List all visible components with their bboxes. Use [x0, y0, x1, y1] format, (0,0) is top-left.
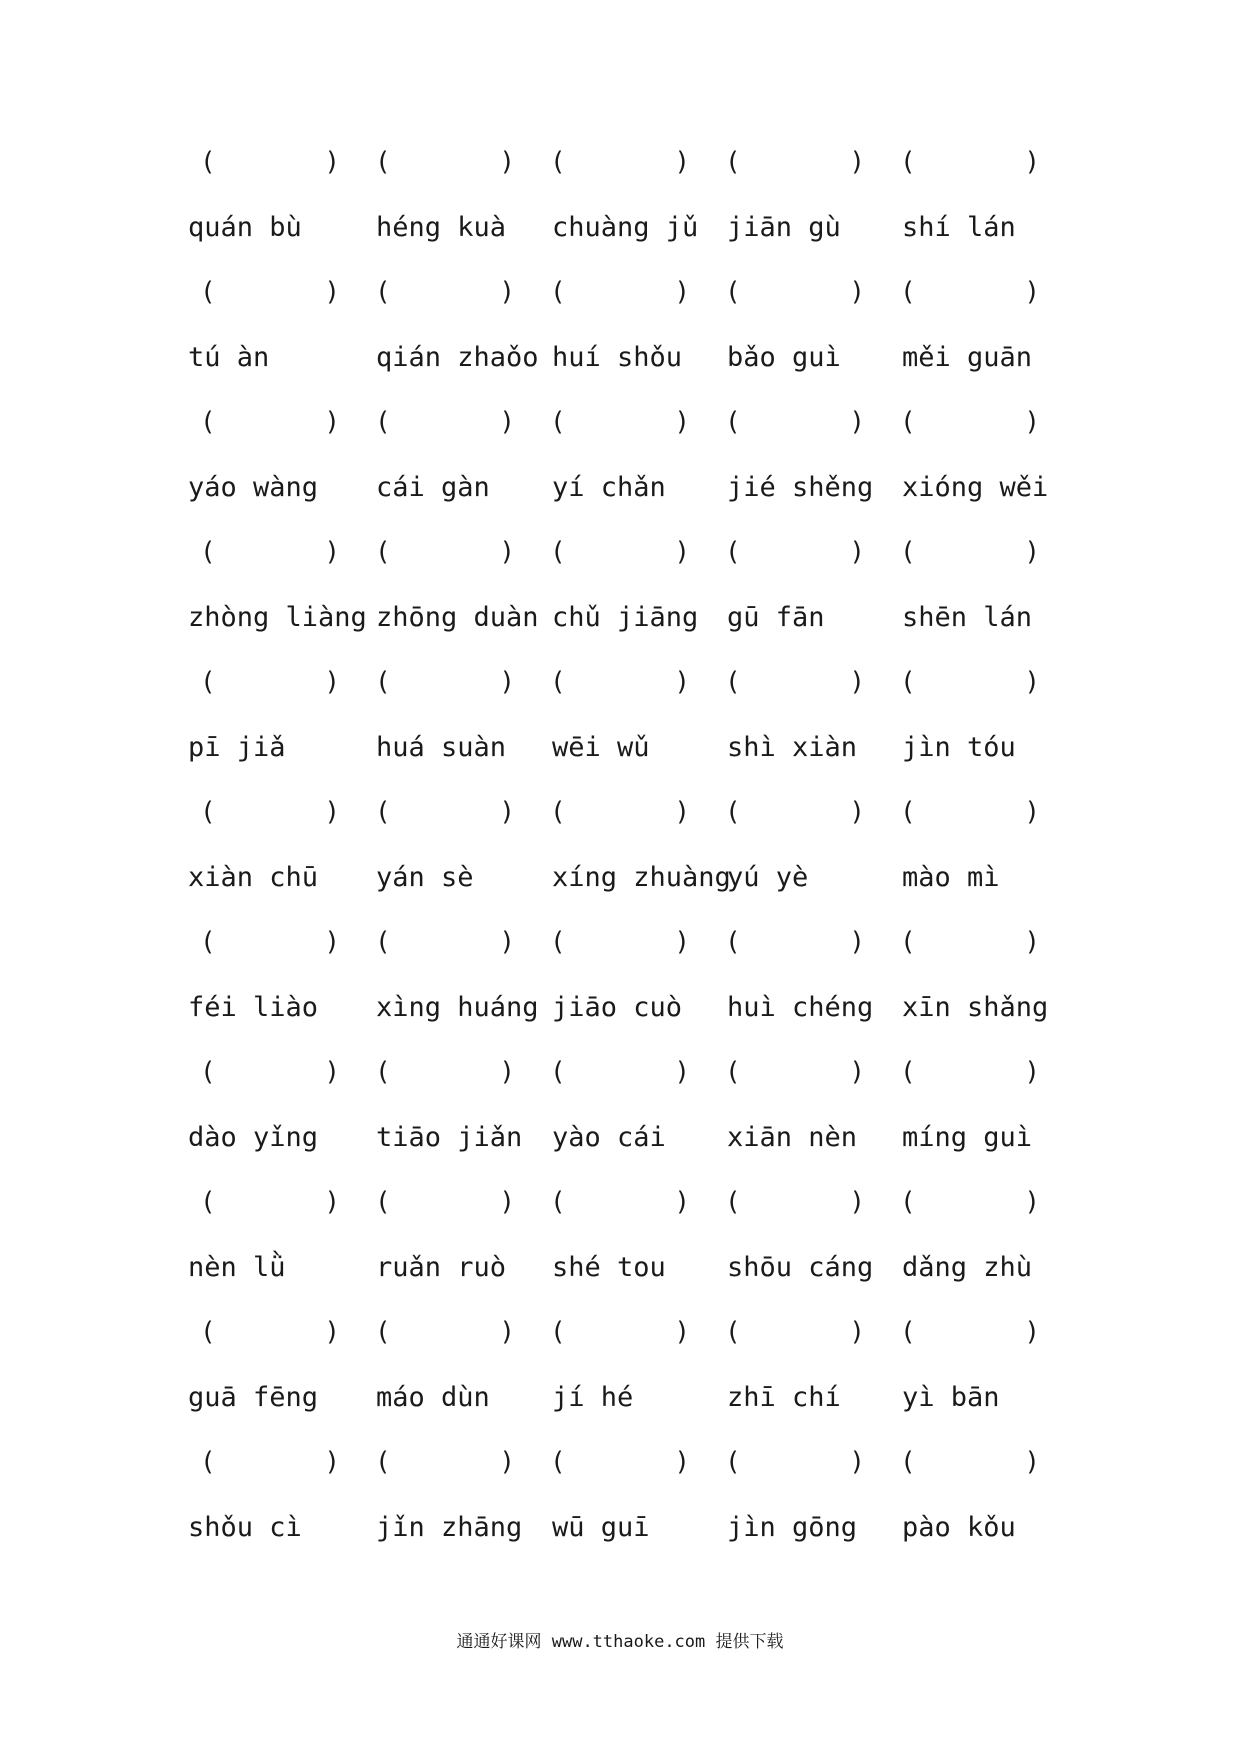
left-paren: ( — [725, 1317, 741, 1347]
answer-blank[interactable] — [725, 1182, 865, 1222]
answer-blank[interactable] — [200, 662, 340, 702]
left-paren: ( — [375, 407, 391, 437]
left-paren: ( — [900, 537, 916, 567]
pinyin-word: jiāo cuò — [552, 992, 683, 1023]
pinyin-word: bǎo guì — [727, 342, 841, 373]
right-paren: ) — [499, 1317, 515, 1347]
pinyin-word: xíng zhuàng — [552, 862, 731, 893]
pinyin-word: jǐn zhāng — [376, 1512, 523, 1543]
right-paren: ) — [849, 1447, 865, 1477]
left-paren: ( — [550, 147, 566, 177]
left-paren: ( — [725, 797, 741, 827]
pinyin-word: ruǎn ruò — [376, 1252, 507, 1283]
answer-blank[interactable] — [900, 662, 1040, 702]
right-paren: ) — [1024, 1447, 1040, 1477]
answer-blank[interactable] — [550, 1182, 690, 1222]
answer-blank[interactable] — [725, 1442, 865, 1482]
answer-blank[interactable] — [900, 272, 1040, 312]
pinyin-word: mào mì — [902, 862, 1000, 893]
pinyin-row — [0, 1118, 1240, 1158]
answer-blank[interactable] — [375, 272, 515, 312]
right-paren: ) — [674, 1057, 690, 1087]
left-paren: ( — [550, 1057, 566, 1087]
left-paren: ( — [200, 1057, 216, 1087]
pinyin-word: xīn shǎng — [902, 992, 1049, 1023]
left-paren: ( — [550, 277, 566, 307]
right-paren: ) — [499, 927, 515, 957]
answer-blank[interactable] — [550, 1052, 690, 1092]
answer-blank[interactable] — [550, 792, 690, 832]
pinyin-word: jí hé — [552, 1382, 634, 1413]
left-paren: ( — [725, 927, 741, 957]
answer-blank[interactable] — [900, 1052, 1040, 1092]
answer-blank[interactable] — [900, 142, 1040, 182]
answer-blank[interactable] — [200, 922, 340, 962]
answer-blank-row — [0, 1182, 1240, 1222]
answer-blank[interactable] — [375, 662, 515, 702]
left-paren: ( — [200, 537, 216, 567]
left-paren: ( — [375, 797, 391, 827]
answer-blank[interactable] — [375, 142, 515, 182]
left-paren: ( — [900, 927, 916, 957]
left-paren: ( — [200, 1447, 216, 1477]
pinyin-row — [0, 338, 1240, 378]
right-paren: ) — [674, 407, 690, 437]
answer-blank[interactable] — [725, 792, 865, 832]
answer-blank[interactable] — [375, 1312, 515, 1352]
left-paren: ( — [550, 667, 566, 697]
left-paren: ( — [725, 537, 741, 567]
right-paren: ) — [324, 277, 340, 307]
answer-blank[interactable] — [900, 1312, 1040, 1352]
answer-blank-row — [0, 1052, 1240, 1092]
left-paren: ( — [200, 1317, 216, 1347]
answer-blank[interactable] — [200, 272, 340, 312]
answer-blank[interactable] — [200, 532, 340, 572]
left-paren: ( — [375, 1317, 391, 1347]
right-paren: ) — [674, 927, 690, 957]
left-paren: ( — [900, 277, 916, 307]
left-paren: ( — [725, 1447, 741, 1477]
right-paren: ) — [324, 1317, 340, 1347]
pinyin-row — [0, 988, 1240, 1028]
pinyin-word: zhōng duàn — [376, 602, 539, 633]
answer-blank-row — [0, 922, 1240, 962]
right-paren: ) — [849, 797, 865, 827]
answer-blank-row — [0, 142, 1240, 182]
left-paren: ( — [900, 797, 916, 827]
answer-blank[interactable] — [725, 662, 865, 702]
answer-blank[interactable] — [725, 532, 865, 572]
right-paren: ) — [324, 927, 340, 957]
right-paren: ) — [324, 667, 340, 697]
answer-blank[interactable] — [550, 1442, 690, 1482]
answer-blank[interactable] — [200, 142, 340, 182]
answer-blank[interactable] — [550, 662, 690, 702]
pinyin-word: zhī chí — [727, 1382, 841, 1413]
left-paren: ( — [550, 407, 566, 437]
left-paren: ( — [900, 1187, 916, 1217]
answer-blank-row — [0, 1312, 1240, 1352]
right-paren: ) — [674, 667, 690, 697]
pinyin-word: yáo wàng — [188, 472, 319, 503]
pinyin-row — [0, 1378, 1240, 1418]
pinyin-word: shēn lán — [902, 602, 1033, 633]
left-paren: ( — [725, 147, 741, 177]
right-paren: ) — [499, 797, 515, 827]
right-paren: ) — [1024, 797, 1040, 827]
left-paren: ( — [725, 1187, 741, 1217]
answer-blank[interactable] — [550, 142, 690, 182]
right-paren: ) — [849, 277, 865, 307]
pinyin-word: shí lán — [902, 212, 1016, 243]
pinyin-word: jìn tóu — [902, 732, 1016, 763]
pinyin-word: tiāo jiǎn — [376, 1122, 523, 1153]
pinyin-word: huì chéng — [727, 992, 874, 1023]
right-paren: ) — [324, 1057, 340, 1087]
right-paren: ) — [849, 927, 865, 957]
pinyin-word: xiàn chū — [188, 862, 319, 893]
pinyin-word: jié shěng — [727, 472, 874, 503]
right-paren: ) — [849, 1187, 865, 1217]
left-paren: ( — [375, 1057, 391, 1087]
left-paren: ( — [200, 147, 216, 177]
pinyin-row — [0, 468, 1240, 508]
pinyin-word: dǎng zhù — [902, 1252, 1033, 1283]
answer-blank-row — [0, 272, 1240, 312]
right-paren: ) — [499, 667, 515, 697]
answer-blank-row — [0, 402, 1240, 442]
answer-blank[interactable] — [725, 1312, 865, 1352]
right-paren: ) — [499, 1057, 515, 1087]
answer-blank[interactable] — [375, 1442, 515, 1482]
answer-blank[interactable] — [375, 1052, 515, 1092]
right-paren: ) — [674, 537, 690, 567]
left-paren: ( — [900, 1317, 916, 1347]
right-paren: ) — [324, 1187, 340, 1217]
pinyin-word: měi guān — [902, 342, 1033, 373]
left-paren: ( — [375, 537, 391, 567]
pinyin-word: chǔ jiāng — [552, 602, 699, 633]
answer-blank[interactable] — [375, 1182, 515, 1222]
right-paren: ) — [499, 407, 515, 437]
pinyin-word: huí shǒu — [552, 342, 683, 373]
pinyin-word: zhòng liàng — [188, 602, 367, 633]
right-paren: ) — [1024, 147, 1040, 177]
pinyin-word: quán bù — [188, 212, 302, 243]
pinyin-row — [0, 1248, 1240, 1288]
footer-credit: 通通好课网 www.tthaoke.com 提供下载 — [456, 1632, 784, 1652]
right-paren: ) — [1024, 1187, 1040, 1217]
pinyin-word: wū guī — [552, 1512, 650, 1543]
left-paren: ( — [200, 797, 216, 827]
answer-blank[interactable] — [375, 402, 515, 442]
left-paren: ( — [900, 147, 916, 177]
left-paren: ( — [550, 537, 566, 567]
answer-blank[interactable] — [900, 1442, 1040, 1482]
answer-blank[interactable] — [375, 532, 515, 572]
answer-blank[interactable] — [200, 1442, 340, 1482]
answer-blank[interactable] — [375, 922, 515, 962]
answer-blank-row — [0, 1442, 1240, 1482]
left-paren: ( — [900, 1057, 916, 1087]
left-paren: ( — [550, 1317, 566, 1347]
left-paren: ( — [375, 1187, 391, 1217]
right-paren: ) — [499, 147, 515, 177]
left-paren: ( — [725, 407, 741, 437]
pinyin-word: yí chǎn — [552, 472, 666, 503]
pinyin-word: shǒu cì — [188, 1512, 302, 1543]
right-paren: ) — [1024, 667, 1040, 697]
answer-blank[interactable] — [900, 792, 1040, 832]
answer-blank[interactable] — [725, 402, 865, 442]
left-paren: ( — [375, 667, 391, 697]
right-paren: ) — [849, 1057, 865, 1087]
pinyin-row — [0, 1508, 1240, 1548]
right-paren: ) — [1024, 537, 1040, 567]
pinyin-word: shé tou — [552, 1252, 666, 1283]
answer-blank[interactable] — [375, 792, 515, 832]
pinyin-word: gū fān — [727, 602, 825, 633]
right-paren: ) — [674, 1187, 690, 1217]
right-paren: ) — [674, 277, 690, 307]
pinyin-word: máo dùn — [376, 1382, 490, 1413]
pinyin-row — [0, 858, 1240, 898]
pinyin-word: wēi wǔ — [552, 732, 650, 763]
right-paren: ) — [849, 407, 865, 437]
left-paren: ( — [200, 407, 216, 437]
left-paren: ( — [550, 797, 566, 827]
left-paren: ( — [200, 277, 216, 307]
answer-blank[interactable] — [725, 142, 865, 182]
answer-blank[interactable] — [900, 532, 1040, 572]
answer-blank[interactable] — [550, 1312, 690, 1352]
left-paren: ( — [725, 667, 741, 697]
answer-blank[interactable] — [200, 792, 340, 832]
right-paren: ) — [674, 797, 690, 827]
right-paren: ) — [499, 277, 515, 307]
pinyin-word: huá suàn — [376, 732, 507, 763]
left-paren: ( — [550, 927, 566, 957]
left-paren: ( — [200, 667, 216, 697]
left-paren: ( — [725, 277, 741, 307]
left-paren: ( — [550, 1447, 566, 1477]
right-paren: ) — [849, 537, 865, 567]
left-paren: ( — [725, 1057, 741, 1087]
left-paren: ( — [375, 147, 391, 177]
answer-blank[interactable] — [725, 922, 865, 962]
right-paren: ) — [674, 147, 690, 177]
right-paren: ) — [1024, 1317, 1040, 1347]
answer-blank-row — [0, 792, 1240, 832]
left-paren: ( — [900, 1447, 916, 1477]
pinyin-word: jìn gōng — [727, 1512, 858, 1543]
pinyin-word: chuàng jǔ — [552, 212, 699, 243]
left-paren: ( — [900, 667, 916, 697]
right-paren: ) — [1024, 1057, 1040, 1087]
pinyin-word: míng guì — [902, 1122, 1033, 1153]
answer-blank[interactable] — [900, 1182, 1040, 1222]
pinyin-word: xiān nèn — [727, 1122, 858, 1153]
left-paren: ( — [200, 1187, 216, 1217]
right-paren: ) — [849, 1317, 865, 1347]
answer-blank[interactable] — [900, 402, 1040, 442]
right-paren: ) — [1024, 927, 1040, 957]
answer-blank[interactable] — [200, 1182, 340, 1222]
pinyin-word: pī jiǎ — [188, 732, 286, 763]
right-paren: ) — [499, 537, 515, 567]
left-paren: ( — [200, 927, 216, 957]
pinyin-word: guā fēng — [188, 1382, 319, 1413]
left-paren: ( — [900, 407, 916, 437]
answer-blank-row — [0, 532, 1240, 572]
right-paren: ) — [674, 1317, 690, 1347]
left-paren: ( — [375, 277, 391, 307]
right-paren: ) — [674, 1447, 690, 1477]
pinyin-row — [0, 598, 1240, 638]
pinyin-word: féi liào — [188, 992, 319, 1023]
right-paren: ) — [324, 407, 340, 437]
left-paren: ( — [375, 927, 391, 957]
pinyin-word: xìng huáng — [376, 992, 539, 1023]
right-paren: ) — [1024, 277, 1040, 307]
pinyin-word: qián zhaǒo — [376, 342, 539, 373]
right-paren: ) — [324, 147, 340, 177]
pinyin-word: yú yè — [727, 862, 809, 893]
pinyin-word: tú àn — [188, 342, 270, 373]
left-paren: ( — [550, 1187, 566, 1217]
right-paren: ) — [499, 1447, 515, 1477]
right-paren: ) — [324, 797, 340, 827]
pinyin-word: yán sè — [376, 862, 474, 893]
pinyin-word: yào cái — [552, 1122, 666, 1153]
answer-blank-row — [0, 662, 1240, 702]
pinyin-word: shōu cáng — [727, 1252, 874, 1283]
pinyin-word: yì bān — [902, 1382, 1000, 1413]
pinyin-word: héng kuà — [376, 212, 507, 243]
pinyin-word: cái gàn — [376, 472, 490, 503]
left-paren: ( — [375, 1447, 391, 1477]
answer-blank[interactable] — [550, 402, 690, 442]
right-paren: ) — [849, 667, 865, 697]
answer-blank[interactable] — [550, 922, 690, 962]
pinyin-word: dào yǐng — [188, 1122, 319, 1153]
answer-blank[interactable] — [550, 532, 690, 572]
right-paren: ) — [324, 537, 340, 567]
pinyin-row — [0, 728, 1240, 768]
right-paren: ) — [849, 147, 865, 177]
pinyin-word: xióng wěi — [902, 472, 1049, 503]
pinyin-word: jiān gù — [727, 212, 841, 243]
answer-blank[interactable] — [200, 1312, 340, 1352]
right-paren: ) — [499, 1187, 515, 1217]
answer-blank[interactable] — [725, 1052, 865, 1092]
answer-blank[interactable] — [725, 272, 865, 312]
answer-blank[interactable] — [200, 402, 340, 442]
right-paren: ) — [1024, 407, 1040, 437]
pinyin-row — [0, 208, 1240, 248]
answer-blank[interactable] — [550, 272, 690, 312]
pinyin-word: shì xiàn — [727, 732, 858, 763]
answer-blank[interactable] — [900, 922, 1040, 962]
right-paren: ) — [324, 1447, 340, 1477]
answer-blank[interactable] — [200, 1052, 340, 1092]
pinyin-word: pào kǒu — [902, 1512, 1016, 1543]
pinyin-word: nèn lǜ — [188, 1252, 286, 1283]
